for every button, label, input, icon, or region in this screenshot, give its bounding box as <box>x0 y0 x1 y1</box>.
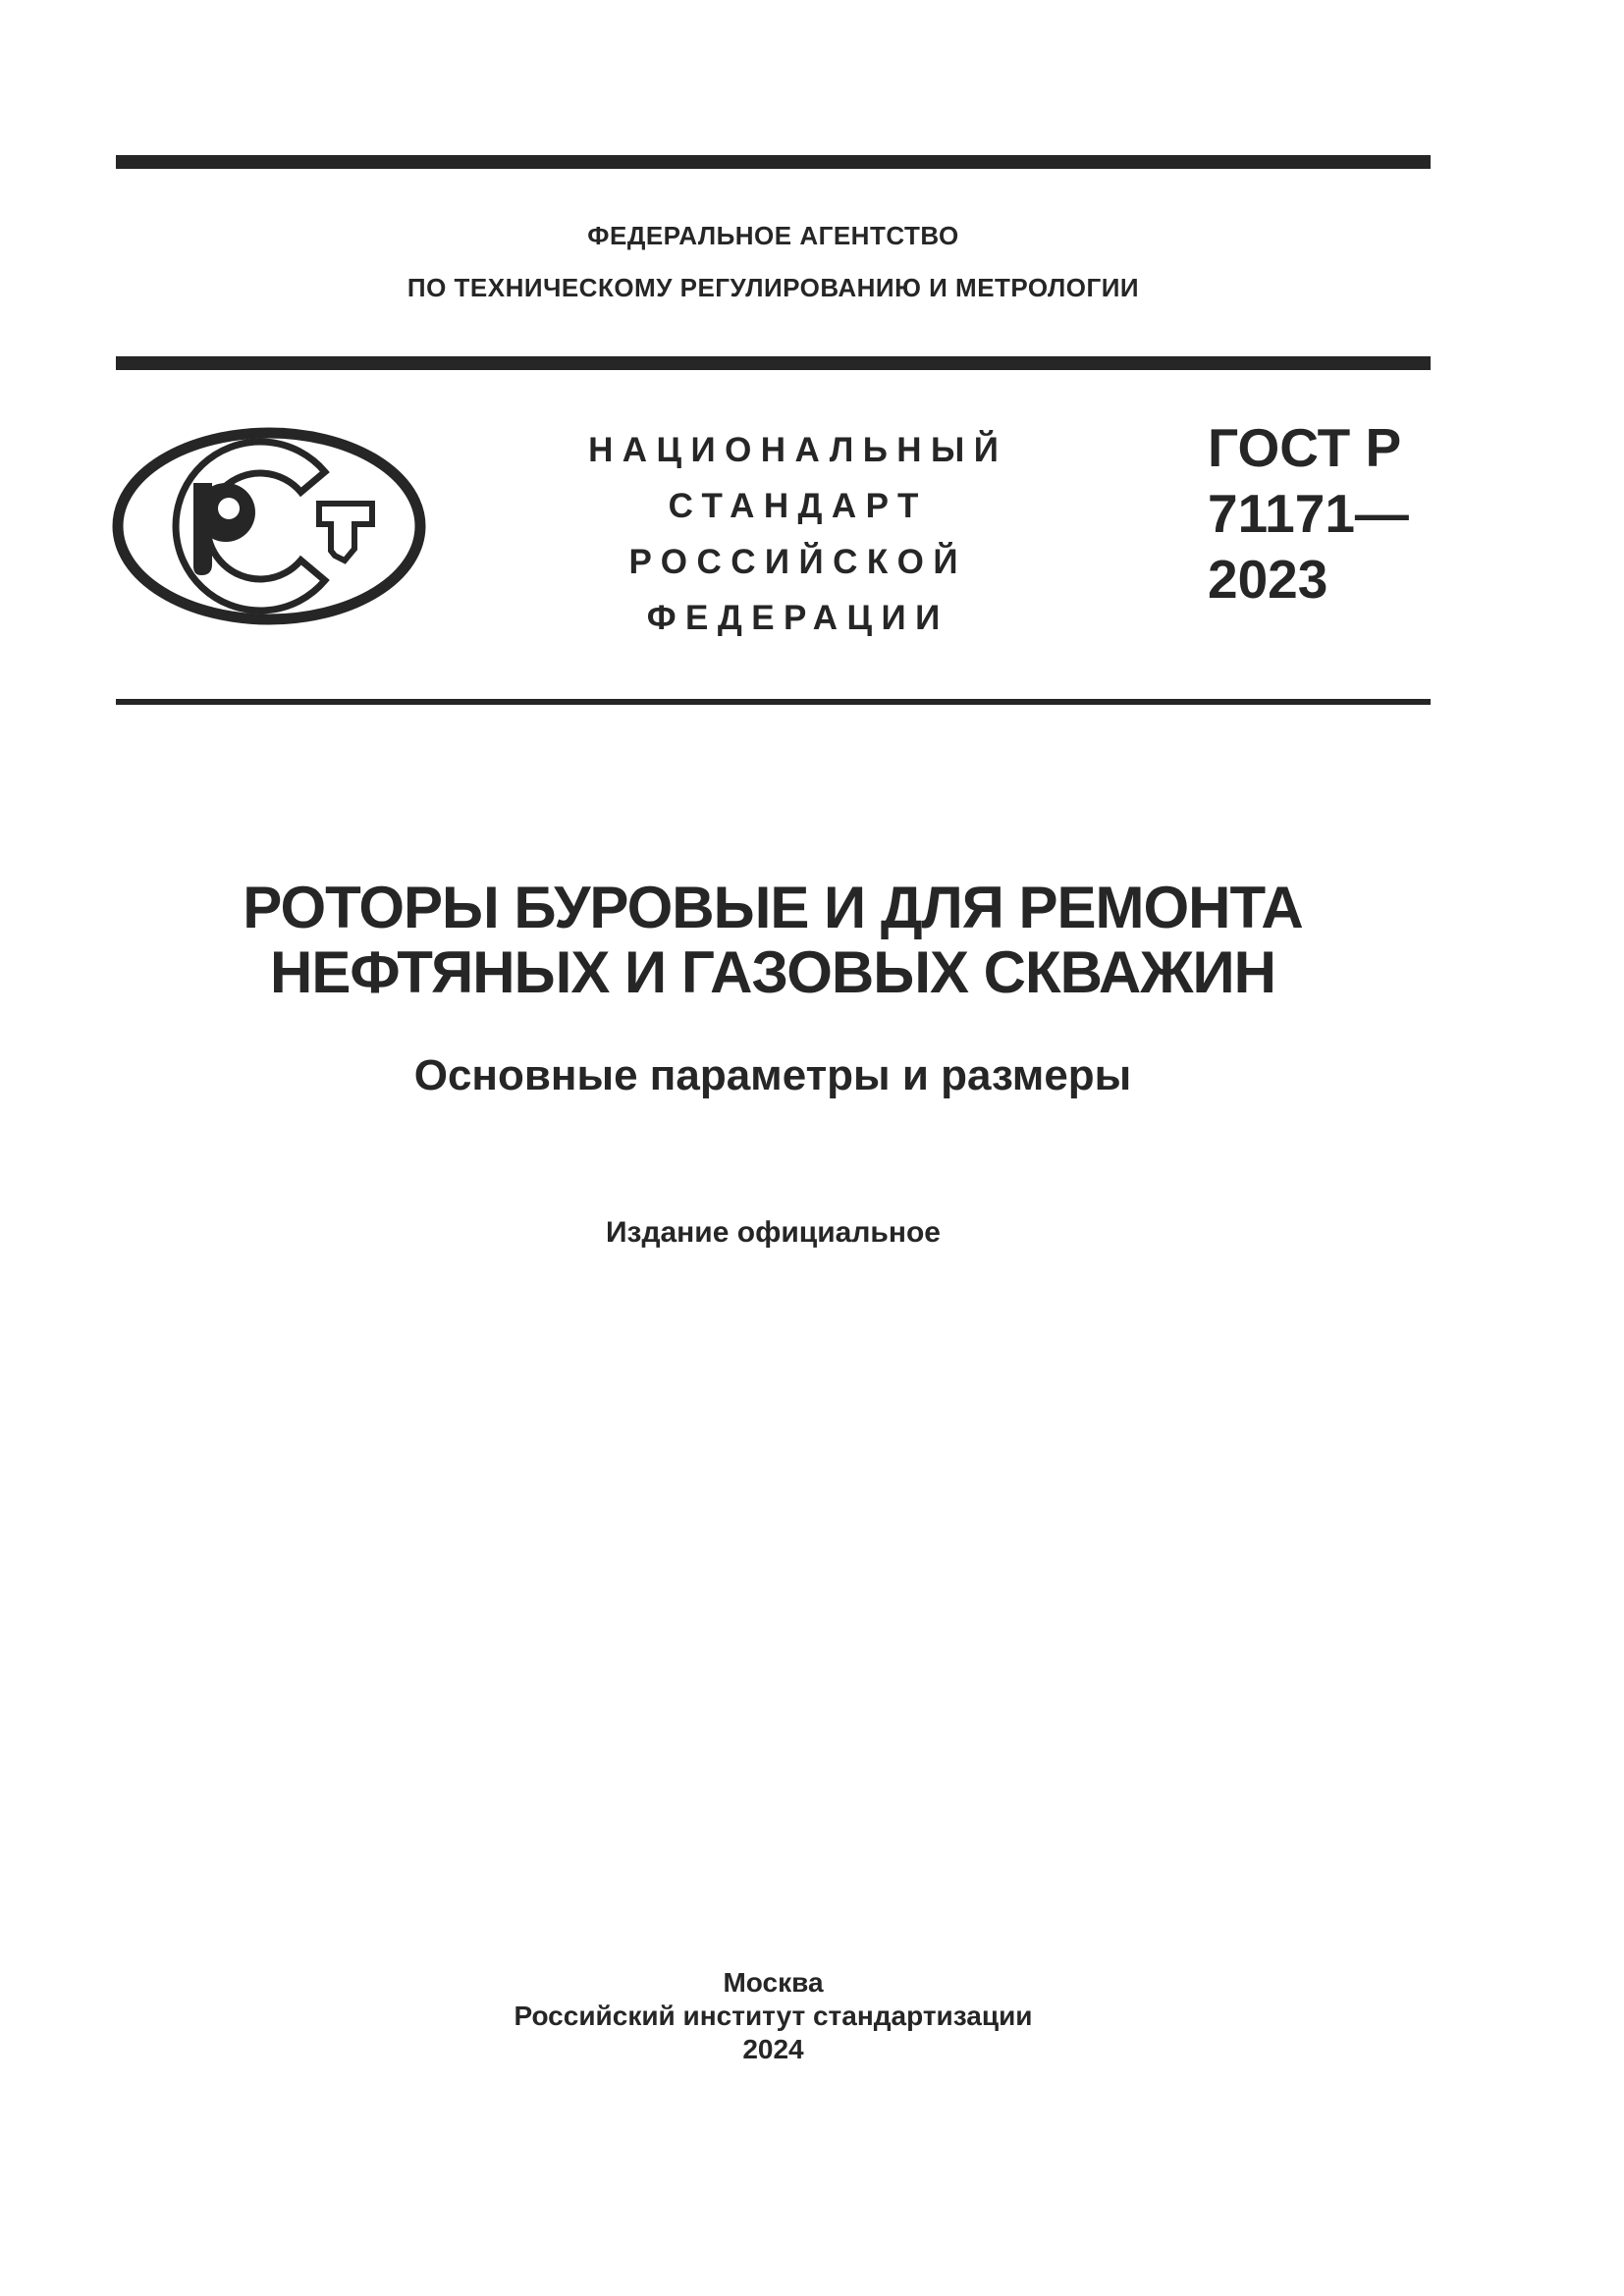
designation-line: 2023 <box>1208 549 1328 610</box>
designation-line: ГОСТ Р <box>1208 417 1402 478</box>
national-standard-line: НАЦИОНАЛЬНЫЙ <box>588 431 1008 469</box>
standard-designation <box>1208 415 1409 613</box>
document-title <box>95 876 1450 1005</box>
document-subtitle: Основные параметры и размеры <box>413 1051 1132 1099</box>
imprint-year: 2024 <box>742 2034 804 2064</box>
middle-rule <box>116 356 1431 370</box>
agency-name-line1: ФЕДЕРАЛЬНОЕ АГЕНТСТВО <box>587 221 959 250</box>
document-title-line2: НЕФТЯНЫХ И ГАЗОВЫХ СКВАЖИН <box>270 939 1275 1005</box>
rst-logo-icon <box>111 427 427 625</box>
agency-name-line2: ПО ТЕХНИЧЕСКОМУ РЕГУЛИРОВАНИЮ И МЕТРОЛОГИИ <box>406 273 1140 302</box>
top-rule <box>116 155 1431 169</box>
document-title-line1: РОТОРЫ БУРОВЫЕ И ДЛЯ РЕМОНТА <box>243 875 1303 940</box>
lower-rule <box>116 699 1431 705</box>
national-standard-line: ФЕДЕРАЦИИ <box>646 599 949 637</box>
national-standard-line: СТАНДАРТ <box>668 487 928 525</box>
imprint-publisher: Российский институт стандартизации <box>514 2001 1033 2031</box>
official-edition-note: Издание официальное <box>605 1216 941 1249</box>
imprint-block <box>116 1966 1431 2066</box>
national-standard-label <box>511 422 1076 646</box>
national-standard-line: РОССИЙСКОЙ <box>628 543 967 581</box>
designation-line: 71171— <box>1208 483 1409 544</box>
imprint-city: Москва <box>723 1967 824 1998</box>
